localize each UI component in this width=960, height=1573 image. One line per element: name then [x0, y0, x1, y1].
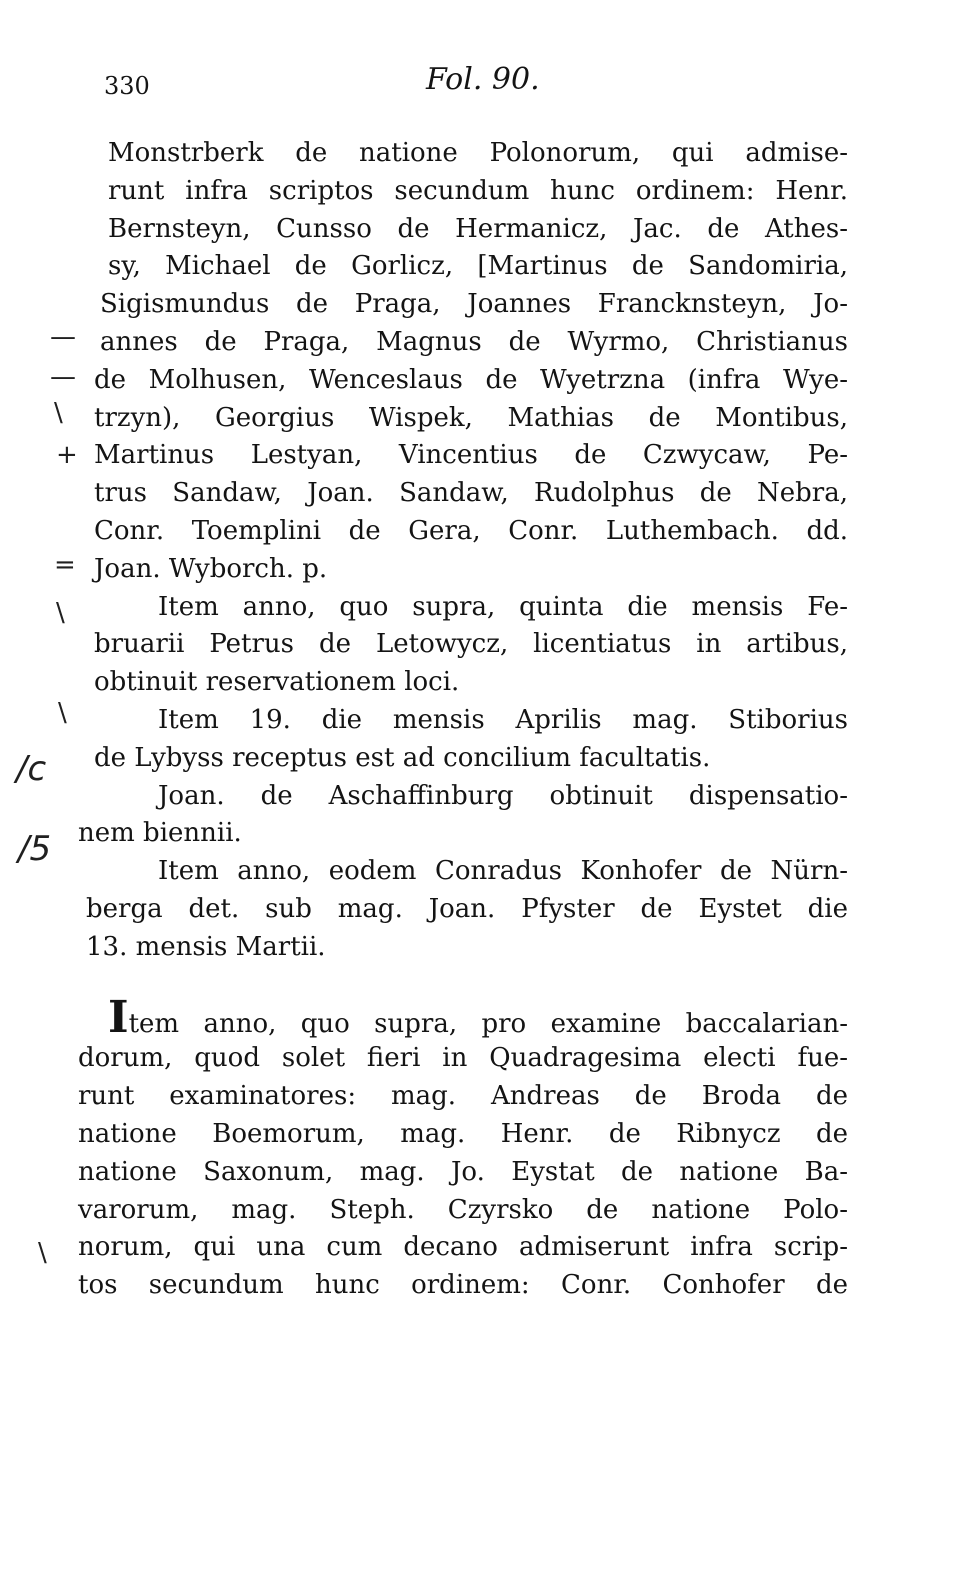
- margin-plus-mark: +: [56, 440, 78, 470]
- text-line: Joan. de Aschaffinburg obtinuit dispensatio-: [158, 780, 848, 811]
- text-line: natione Saxonum, mag. Jo. Eystat de natione Ba-: [78, 1156, 848, 1187]
- text-line: natione Boemorum, mag. Henr. de Ribnycz de: [78, 1118, 848, 1149]
- text-line: sy, Michael de Gorlicz, [Martinus de Sandomiria,: [108, 251, 848, 282]
- body-text: [78, 135, 848, 1305]
- text-line: obtinuit reservationem loci.: [94, 667, 460, 698]
- text-line: trus Sandaw, Joan. Sandaw, Rudolphus de Nebra,: [94, 478, 848, 509]
- handwritten-folio-note: Fol. 90.: [426, 62, 540, 97]
- margin-double-dash-mark: =: [54, 550, 76, 580]
- text-line: Bernsteyn, Cunsso de Hermanicz, Jac. de Athes-: [108, 213, 848, 244]
- page-number: 330: [104, 72, 150, 100]
- text-line: 13. mensis Martii.: [86, 931, 326, 962]
- text-line: varorum, mag. Steph. Czyrsko de natione Polo-: [78, 1194, 848, 1225]
- text-line: Sigismundus de Praga, Joannes Francknsteyn, Jo-: [100, 289, 848, 320]
- margin-handwritten-note: /5: [18, 829, 52, 869]
- margin-backslash-mark: \: [38, 1238, 47, 1268]
- text-line: Martinus Lestyan, Vincentius de Czwycaw, Pe-: [94, 440, 848, 471]
- paragraph-konhofer: [78, 853, 848, 966]
- text-line: bruarii Petrus de Letowycz, licentiatus in artibus,: [94, 629, 848, 660]
- text-line: Item anno, quo supra, quinta die mensis Fe-: [158, 591, 848, 622]
- text-line: berga det. sub mag. Joan. Pfyster de Eystet die: [86, 893, 848, 924]
- margin-dash-mark: —: [50, 322, 76, 352]
- margin-handwritten-note: /c: [16, 749, 47, 789]
- paragraph-stiborius: [78, 702, 848, 778]
- text-line: runt infra scriptos secundum hunc ordinem: Henr.: [108, 175, 848, 206]
- text-line: nem biennii.: [78, 818, 242, 849]
- paragraph-aschaffinburg: [78, 778, 848, 854]
- text-line: Joan. Wyborch. p.: [94, 553, 328, 584]
- paragraph-letowycz: [78, 589, 848, 702]
- text-line: de Molhusen, Wenceslaus de Wyetrzna (infra Wye-: [94, 364, 848, 395]
- paragraph-baccalaureate-examiners: [78, 991, 848, 1305]
- paragraph-examiners-list: [78, 135, 848, 589]
- text-line-rest: tem anno, quo supra, pro examine baccalarian-: [128, 1008, 848, 1039]
- margin-backslash-mark: \: [56, 598, 65, 628]
- text-line: Conr. Toemplini de Gera, Conr. Luthembach. dd.: [94, 515, 848, 546]
- text-line: Item anno, eodem Conradus Konhofer de Nürn-: [158, 856, 848, 887]
- margin-dash-mark: —: [50, 362, 76, 392]
- margin-backslash-mark: \: [54, 398, 63, 428]
- margin-backslash-mark: \: [58, 698, 67, 728]
- text-line: de Lybyss receptus est ad concilium facultatis.: [94, 742, 711, 773]
- text-line: dorum, quod solet fieri in Quadragesima electi fue-: [78, 1043, 848, 1074]
- text-line: norum, qui una cum decano admiserunt infra scrip-: [78, 1232, 848, 1263]
- drop-cap: I: [108, 991, 129, 1043]
- text-line: runt examinatores: mag. Andreas de Broda de: [78, 1081, 848, 1112]
- text-line: annes de Praga, Magnus de Wyrmo, Christianus: [100, 326, 848, 357]
- text-line: Monstrberk de natione Polonorum, qui admise-: [108, 138, 848, 168]
- page-header: [104, 62, 864, 112]
- text-line: tos secundum hunc ordinem: Conr. Conhofer de: [78, 1270, 848, 1301]
- text-line: Item 19. die mensis Aprilis mag. Stiborius: [158, 704, 848, 735]
- text-line-with-dropcap: [78, 991, 848, 1043]
- text-line: trzyn), Georgius Wispek, Mathias de Montibus,: [94, 402, 848, 433]
